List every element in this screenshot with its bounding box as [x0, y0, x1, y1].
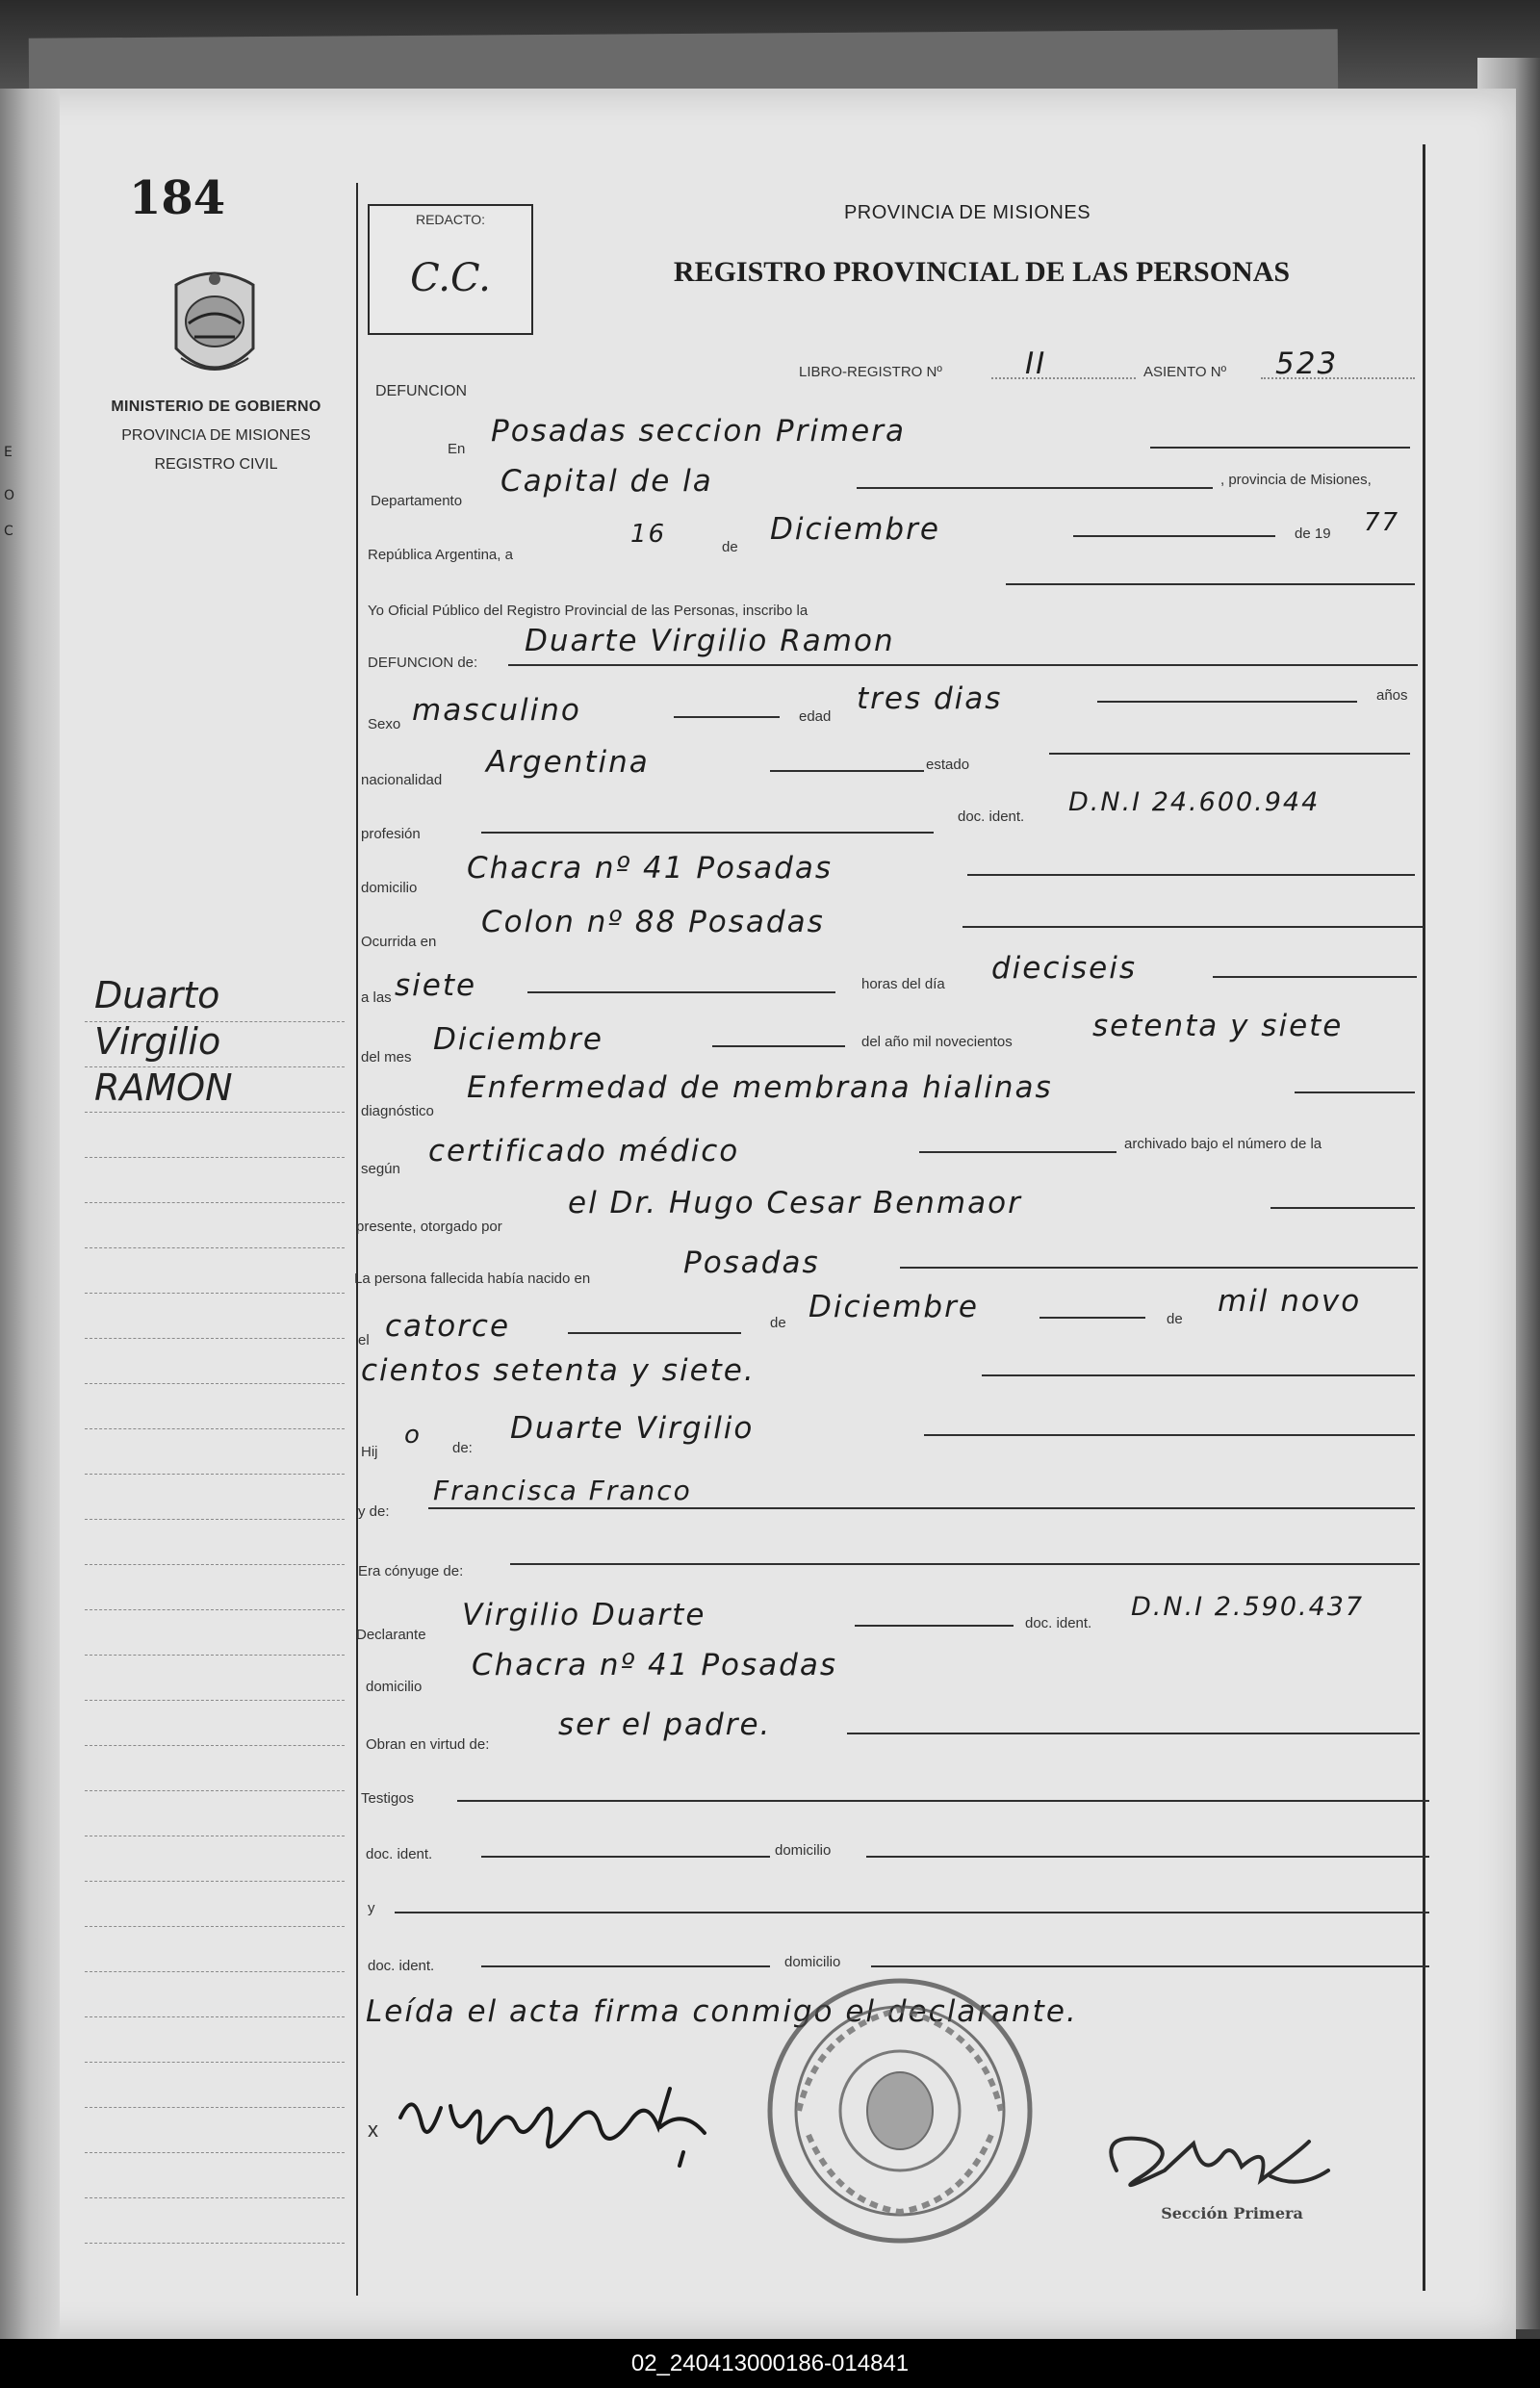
- hijo-label-prefix: Hij: [361, 1444, 378, 1460]
- doc-ident-label: doc. ident.: [958, 809, 1025, 825]
- margin-note-line: Virgilio: [94, 1020, 221, 1063]
- ocurrida-value: Colon nº 88 Posadas: [481, 905, 825, 939]
- testigo1-domicilio-label: domicilio: [775, 1842, 832, 1859]
- profesion-label: profesión: [361, 826, 421, 842]
- oficial-text: Yo Oficial Público del Registro Provincial de las Personas, inscribo la: [368, 603, 808, 619]
- declarante-label: Declarante: [356, 1627, 426, 1643]
- folio-number: 184: [129, 171, 226, 225]
- del-anio-label: del año mil novecientos: [861, 1034, 1013, 1050]
- registry-heading: REGISTRO PROVINCIAL DE LAS PERSONAS: [673, 256, 1291, 288]
- ministry-header: [89, 398, 344, 485]
- declarante-doc-value: D.N.I 2.590.437: [1131, 1592, 1365, 1622]
- estado-label: estado: [926, 757, 970, 773]
- margin-annotation: [94, 972, 306, 1111]
- libro-label: LIBRO-REGISTRO Nº: [799, 364, 942, 380]
- asiento-label: ASIENTO Nº: [1143, 364, 1227, 380]
- left-margin-rule: [356, 183, 358, 2296]
- en-value: Posadas seccion Primera: [491, 414, 906, 449]
- margin-note-line: RAMON: [94, 1066, 233, 1109]
- fecha-year-value: 77: [1364, 508, 1400, 537]
- departamento-label: Departamento: [371, 493, 463, 509]
- domicilio-value: Chacra nº 41 Posadas: [467, 851, 833, 886]
- presente-value: el Dr. Hugo Cesar Benmaor: [568, 1186, 1022, 1220]
- el-de2: de: [1167, 1311, 1183, 1327]
- en-label: En: [448, 441, 466, 457]
- declarante-value: Virgilio Duarte: [462, 1598, 706, 1632]
- hijo-value: Duarte Virgilio: [510, 1411, 755, 1446]
- nacido-label: La persona fallecida había nacido en: [354, 1271, 591, 1287]
- nacionalidad-value: Argentina: [486, 745, 650, 780]
- declarante-doc-label: doc. ident.: [1025, 1615, 1092, 1631]
- diagnostico-label: diagnóstico: [361, 1103, 434, 1119]
- margin-note-line: Duarto: [94, 974, 220, 1016]
- edad-unit: años: [1376, 687, 1408, 704]
- redacto-initials: C.C.: [410, 256, 491, 300]
- departamento-value: Capital de la: [500, 464, 713, 499]
- year-continuation: cientos setenta y siete.: [361, 1353, 756, 1388]
- ministry-name: MINISTERIO DE GOBIERNO: [111, 398, 321, 415]
- del-mes-label: del mes: [361, 1049, 412, 1066]
- del-anio-value: setenta y siete: [1092, 1009, 1344, 1043]
- diagnostico-value: Enfermedad de membrana hialinas: [467, 1070, 1053, 1105]
- el-value: catorce: [385, 1309, 511, 1344]
- ocurrida-label: Ocurrida en: [361, 934, 437, 950]
- fecha-label: República Argentina, a: [368, 547, 513, 563]
- nacido-value: Posadas: [683, 1245, 820, 1280]
- segun-label: según: [361, 1161, 400, 1177]
- declarante-domicilio-label: domicilio: [366, 1679, 423, 1695]
- signature-mark: x: [368, 2118, 378, 2142]
- sexo-label: Sexo: [368, 716, 401, 732]
- province-heading: PROVINCIA DE MISIONES: [843, 202, 1091, 223]
- asiento-value: 523: [1275, 347, 1339, 381]
- segun-suffix: archivado bajo el número de la: [1124, 1136, 1322, 1152]
- official-title-stamp: [1088, 2204, 1376, 2222]
- nacionalidad-label: nacionalidad: [361, 772, 443, 788]
- domicilio-label: domicilio: [361, 880, 418, 896]
- horas-value: diecisеis: [991, 951, 1138, 986]
- edge-mark: C: [4, 524, 13, 539]
- el-de1: de: [770, 1315, 786, 1331]
- ministry-registry: REGISTRO CIVIL: [154, 456, 278, 473]
- del-mes-value: Diciembre: [433, 1022, 603, 1057]
- redacto-box: [368, 204, 533, 335]
- a-las-value: siete: [395, 968, 477, 1003]
- closing-statement: Leída el acta firma conmigo el declarante.: [366, 1994, 1078, 2029]
- el-year: mil novo: [1218, 1284, 1362, 1319]
- redacto-label: REDACTO:: [415, 212, 486, 227]
- right-margin-rule: [1423, 144, 1425, 2291]
- obran-label: Obran en virtud de:: [366, 1736, 490, 1753]
- hijo-label-suffix: de:: [452, 1440, 473, 1456]
- testigo2-domicilio-label: domicilio: [784, 1954, 841, 1970]
- declarant-signature: [395, 2069, 751, 2175]
- edad-value: tres dias: [857, 681, 1003, 716]
- y-de-value: Francisca Franco: [433, 1475, 692, 1506]
- fecha-de: de: [722, 539, 738, 555]
- testigo1-doc-label: doc. ident.: [366, 1846, 433, 1862]
- conyuge-label: Era cónyuge de:: [358, 1563, 464, 1579]
- y-label: y: [368, 1900, 375, 1916]
- departamento-suffix: , provincia de Misiones,: [1220, 472, 1372, 488]
- sexo-value: masculino: [412, 693, 581, 728]
- registry-stamp-icon: [760, 1971, 1040, 2250]
- previous-page-edge: [0, 89, 60, 2339]
- doc-ident-value: D.N.I 24.600.944: [1068, 787, 1321, 817]
- libro-value: II: [1025, 347, 1047, 381]
- reference-bar: 02_240413000186-014841: [0, 2339, 1540, 2388]
- document-type: DEFUNCION: [375, 383, 468, 399]
- presente-label: presente, otorgado por: [356, 1219, 502, 1235]
- edad-label: edad: [799, 708, 832, 725]
- coat-of-arms-icon: [162, 266, 268, 387]
- obran-value: ser el padre.: [558, 1708, 772, 1742]
- edge-mark: O: [4, 488, 15, 503]
- official-section: Sección Primera: [1161, 2204, 1303, 2222]
- declarante-domicilio-value: Chacra nº 41 Posadas: [472, 1648, 837, 1682]
- a-las-label: a las: [361, 989, 392, 1006]
- y-de-label: y de:: [358, 1503, 390, 1520]
- el-label: el: [358, 1332, 370, 1348]
- fecha-day: 16: [630, 520, 667, 549]
- ministry-province: PROVINCIA DE MISIONES: [121, 427, 311, 444]
- margin-ruled-lines: [85, 977, 345, 2267]
- hijo-gender: o: [404, 1421, 422, 1450]
- defuncion-label: DEFUNCION de:: [368, 655, 478, 671]
- fecha-year-label: de 19: [1295, 526, 1331, 542]
- testigo2-doc-label: doc. ident.: [368, 1958, 435, 1974]
- deceased-name: Duarte Virgilio Ramon: [525, 624, 895, 658]
- el-month: Diciembre: [808, 1290, 979, 1324]
- segun-value: certificado médico: [428, 1134, 740, 1168]
- horas-label: horas del día: [861, 976, 945, 992]
- fecha-month: Diciembre: [770, 512, 940, 547]
- official-signature: [1078, 2113, 1348, 2209]
- testigos-label: Testigos: [361, 1790, 415, 1807]
- edge-mark: E: [4, 445, 13, 460]
